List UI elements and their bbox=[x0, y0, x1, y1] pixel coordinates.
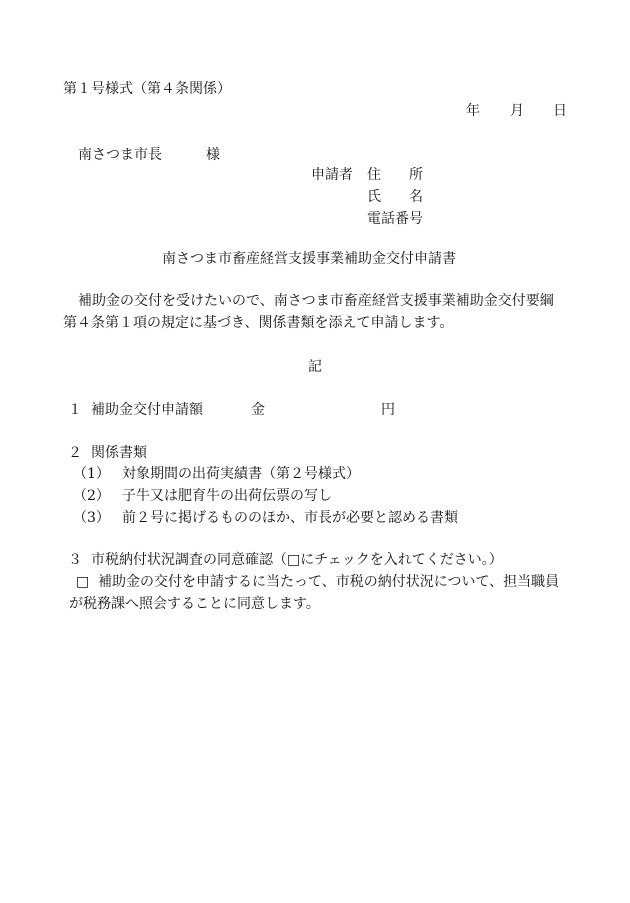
body-line-2: 第４条第１項の規定に基づき、関係書類を添えて申請します。 bbox=[63, 315, 454, 331]
item2-subitem-2-number: （2） bbox=[73, 488, 110, 504]
phone-label: 電話番号 bbox=[367, 211, 423, 227]
date-month: 月 bbox=[510, 103, 524, 119]
item2-subitem-1-number: （1） bbox=[73, 466, 110, 482]
address-label-char2: 所 bbox=[409, 167, 423, 183]
date-year: 年 bbox=[466, 103, 480, 119]
item3-label: 市税納付状況調査の同意確認（□にチェックを入れてください。） bbox=[91, 552, 503, 568]
item1-number: １ bbox=[68, 402, 82, 418]
item2-subitem-3-text: 前２号に掲げるもののほか、市長が必要と認める書類 bbox=[122, 510, 458, 526]
item2-subitem-1-text: 対象期間の出荷実績書（第２号様式） bbox=[122, 466, 360, 482]
name-label-char1: 氏 bbox=[367, 189, 381, 205]
address-label-char1: 住 bbox=[367, 167, 381, 183]
item2-subitem-2-text: 子牛又は肥育牛の出荷伝票の写し bbox=[122, 488, 332, 504]
item2-number: ２ bbox=[68, 445, 82, 461]
item1-yen: 円 bbox=[381, 402, 395, 418]
item2-label: 関係書類 bbox=[91, 445, 147, 461]
item1-label: 補助金交付申請額 bbox=[91, 402, 203, 418]
consent-line-2: が税務課へ照会することに同意します。 bbox=[69, 596, 320, 612]
applicant-label: 申請者 bbox=[311, 167, 353, 183]
addressee-name: 南さつま市長 bbox=[78, 147, 162, 163]
name-label-char2: 名 bbox=[409, 189, 423, 205]
consent-line-1: 補助金の交付を申請するに当たって、市税の納付状況について、担当職員 bbox=[98, 574, 560, 590]
item1-kin: 金 bbox=[251, 402, 265, 418]
consent-checkbox[interactable]: □ bbox=[76, 574, 90, 590]
addressee-honorific: 様 bbox=[206, 147, 220, 163]
item3-number: ３ bbox=[68, 552, 82, 568]
form-label: 第１号様式（第４条関係） bbox=[63, 81, 231, 97]
date-day: 日 bbox=[553, 103, 567, 119]
body-line-1: 補助金の交付を受けたいので、南さつま市畜産経営支援事業補助金交付要綱 bbox=[78, 293, 554, 309]
ki-heading: 記 bbox=[308, 359, 322, 375]
item2-subitem-3-number: （3） bbox=[73, 510, 110, 526]
document-title: 南さつま市畜産経営支援事業補助金交付申請書 bbox=[162, 251, 456, 267]
